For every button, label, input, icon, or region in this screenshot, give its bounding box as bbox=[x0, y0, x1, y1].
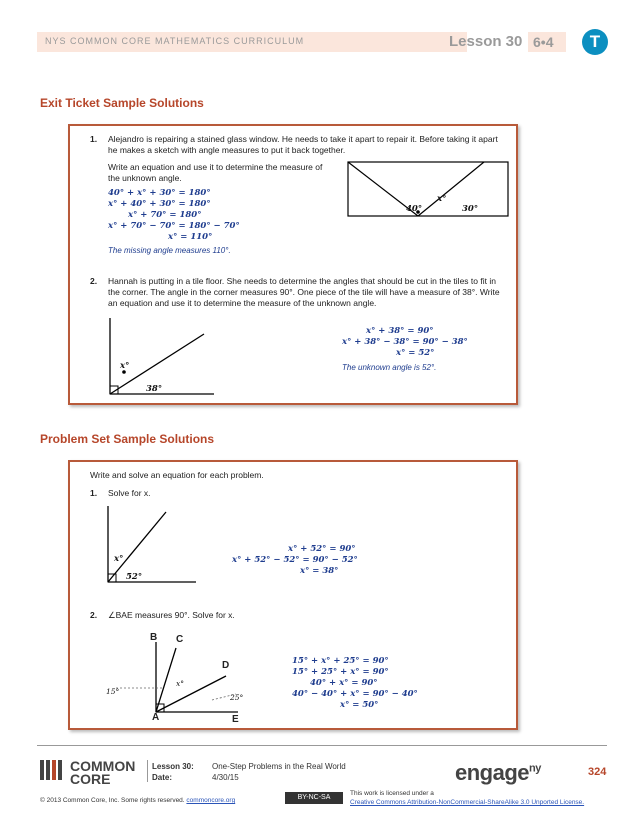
ps-p2-label-D: D bbox=[222, 660, 230, 671]
et-p2-answer: The unknown angle is 52°. bbox=[342, 363, 437, 372]
license-link[interactable]: Creative Commons Attribution-NonCommercial-ShareAlike 3.0 Unported License. bbox=[350, 799, 585, 806]
problem-set-box bbox=[68, 460, 518, 730]
cc-license-badge: BY-NC-SA bbox=[285, 792, 343, 804]
et-p1-answer: The missing angle measures 110°. bbox=[108, 246, 231, 255]
et-p2-eq3: x° = 52° bbox=[396, 348, 435, 358]
ps-p1-eq1: x° + 52° = 90° bbox=[288, 544, 356, 554]
et-p1-eq3: x° + 70° = 180° bbox=[128, 210, 202, 220]
common-core-logo: COMMON CORE bbox=[70, 758, 136, 787]
ps-p2-label-A: A bbox=[152, 712, 160, 723]
footer-date-label: Date: bbox=[152, 773, 173, 782]
et-p1-label-30: 30° bbox=[462, 204, 479, 214]
ps-p2-eq4: 40° − 40° + x° = 90° − 40° bbox=[292, 689, 418, 699]
et-p1-eq4: x° + 70° − 70° = 180° − 70° bbox=[108, 221, 240, 231]
ps-p1-text: Solve for x. bbox=[108, 488, 151, 498]
ps-p2-label-15: 15° bbox=[106, 687, 120, 696]
et-p1-label-40: 40° bbox=[406, 204, 423, 214]
exit-ticket-title: Exit Ticket Sample Solutions bbox=[40, 96, 204, 110]
engage-ny-logo: engage$^{ny}$ bbox=[455, 760, 541, 785]
ps-p2-eq1: 15° + x° + 25° = 90° bbox=[292, 656, 389, 666]
ps-p2-text: ∠BAE measures 90°. Solve for x. bbox=[108, 610, 235, 620]
et-p2-label-38: 38° bbox=[146, 384, 163, 394]
et-p2-number: 2. bbox=[90, 276, 98, 286]
footer-copyright: © 2013 Common Core, Inc. Some rights reserved. commoncore.org bbox=[40, 797, 236, 804]
ps-p1-eq2: x° + 52° − 52° = 90° − 52° bbox=[232, 555, 358, 565]
ps-p2-label-C: C bbox=[176, 634, 184, 645]
ps-intro: Write and solve an equation for each problem. bbox=[90, 470, 264, 480]
ps-p2-number: 2. bbox=[90, 610, 98, 620]
lesson-label: Lesson 30 bbox=[449, 33, 523, 50]
ps-p1-diagram bbox=[108, 506, 198, 584]
ps-p1-number: 1. bbox=[90, 488, 98, 498]
page-number: 324 bbox=[588, 766, 607, 778]
commoncore-link[interactable]: commoncore.org bbox=[186, 797, 236, 804]
et-p2-text: Hannah is putting in a tile floor. She needs to determine the angles that should be cut in the tiles to fit in the corner. The angle in the corner measures 90°. One piece of the tile will have a measure of 38°. Write an equation and use it to determine the measure of the unknown angle. bbox=[108, 276, 500, 308]
et-p1-eq2: x° + 40° + 30° = 180° bbox=[108, 199, 211, 209]
ps-p2-label-E: E bbox=[232, 714, 239, 725]
et-p1-number: 1. bbox=[90, 134, 98, 144]
et-p2-diagram bbox=[110, 318, 220, 396]
teacher-badge: T bbox=[582, 29, 608, 55]
et-p1-text: Alejandro is repairing a stained glass window. He needs to take it apart to repair it. Before taking it apart he makes a sketch with angle measures to put it back together. bbox=[108, 134, 498, 155]
ps-p2-eq5: x° = 50° bbox=[340, 700, 379, 710]
ps-p2-label-B: B bbox=[150, 632, 158, 643]
ps-p2-label-25: 25° bbox=[230, 693, 244, 702]
ps-p1-label-52: 52° bbox=[126, 572, 143, 582]
ps-p1-label-x: x° bbox=[114, 554, 124, 564]
footer-lesson-label: Lesson 30: bbox=[152, 762, 194, 771]
et-p1-eq1: 40° + x° + 30° = 180° bbox=[108, 188, 211, 198]
ps-p2-eq2: 15° + 25° + x° = 90° bbox=[292, 667, 389, 677]
ps-p1-eq3: x° = 38° bbox=[300, 566, 339, 576]
problem-set-title: Problem Set Sample Solutions bbox=[40, 432, 215, 446]
footer-divider bbox=[37, 745, 607, 746]
et-p1-instruction: Write an equation and use it to determine the measure of the unknown angle. bbox=[108, 162, 323, 183]
et-p2-eq2: x° + 38° − 38° = 90° − 38° bbox=[342, 337, 468, 347]
common-core-logo-icon bbox=[40, 760, 66, 780]
footer-lesson-value: One-Step Problems in the Real World bbox=[212, 762, 346, 771]
ps-p2-eq3: 40° + x° = 90° bbox=[310, 678, 378, 688]
et-p2-label-x: x° bbox=[120, 361, 130, 371]
curriculum-title: NYS COMMON CORE MATHEMATICS CURRICULUM bbox=[45, 36, 305, 46]
exit-ticket-box bbox=[68, 124, 518, 405]
ps-p2-label-x: x° bbox=[176, 679, 184, 688]
grade-module: 6•4 bbox=[533, 34, 554, 50]
et-p1-eq5: x° = 110° bbox=[168, 232, 213, 242]
license-line1: This work is licensed under a bbox=[350, 790, 434, 797]
footer-separator bbox=[147, 760, 148, 782]
et-p2-eq1: x° + 38° = 90° bbox=[366, 326, 434, 336]
et-p1-diagram bbox=[348, 162, 508, 218]
ps-p2-diagram bbox=[156, 642, 266, 722]
footer-date-value: 4/30/15 bbox=[212, 773, 239, 782]
et-p1-label-x: x° bbox=[437, 194, 447, 204]
